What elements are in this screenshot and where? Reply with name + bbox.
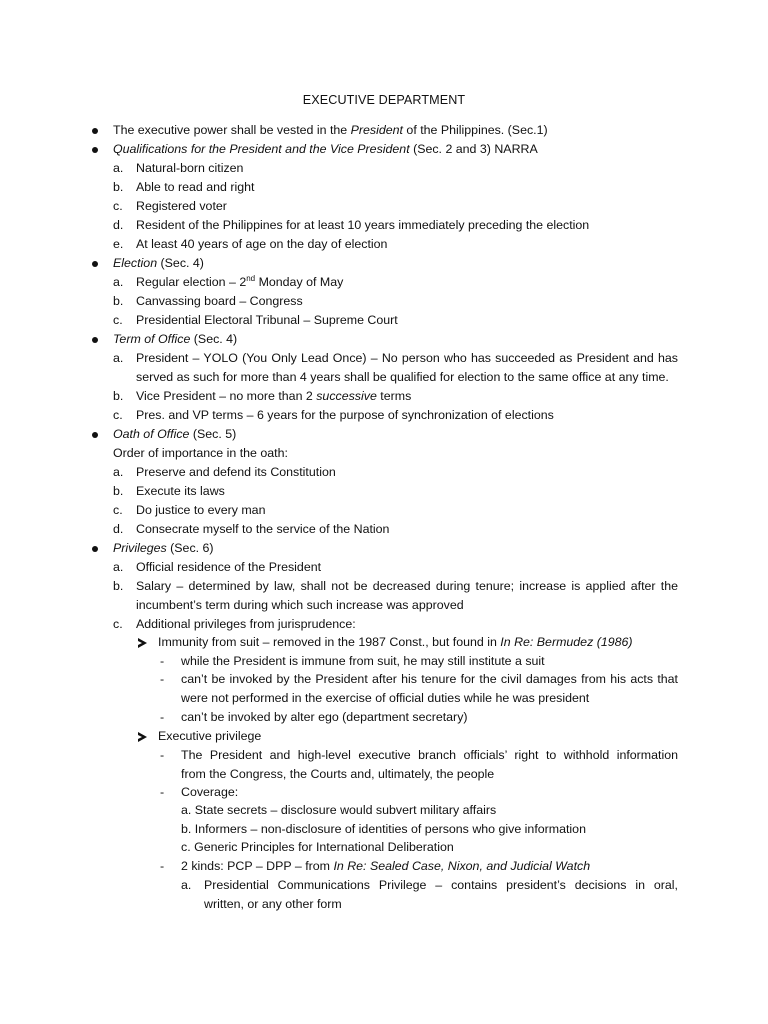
list-marker: c. (113, 313, 123, 327)
emphasis: Election (113, 256, 158, 270)
arrow-bullet-icon (138, 732, 147, 742)
list-marker: a. (113, 351, 124, 365)
text: terms (376, 389, 412, 403)
executive-power-line (113, 122, 548, 138)
sub-list-item: Presidential Communications Privilege – contains president’s decisions in oral, (204, 878, 678, 892)
sub-item: Coverage: (181, 785, 239, 799)
text: Vice President – no more than 2 (136, 389, 317, 403)
sub-item-continuation: were not performed in the exercise of official duties while he was president (181, 691, 590, 705)
list-item (136, 388, 411, 404)
list-marker: a. (113, 161, 124, 175)
qualifications-heading (113, 141, 538, 157)
dash-marker: - (160, 654, 165, 668)
bullet-marker (92, 261, 98, 267)
list-marker: d. (113, 218, 124, 232)
list-marker: a. (113, 560, 124, 574)
text: (Sec. 6) (166, 541, 214, 555)
list-marker: e. (113, 237, 124, 251)
text: The executive power shall be vested in the (113, 123, 351, 137)
list-marker: b. (113, 389, 124, 403)
list-marker: a. (113, 275, 124, 289)
sub-item-continuation: from the Congress, the Courts and, ultimately, the people (181, 767, 495, 781)
dash-marker: - (160, 710, 165, 724)
list-marker: b. (113, 294, 124, 308)
sub-item: while the President is immune from suit, he may still institute a suit (181, 654, 545, 668)
arrow-bullet-icon (138, 638, 147, 648)
list-item: At least 40 years of age on the day of election (136, 237, 388, 251)
emphasis: President (350, 123, 403, 137)
text: 2 kinds: PCP – DPP – from (181, 859, 334, 873)
list-marker: a. (113, 465, 124, 479)
list-marker: b. (113, 579, 124, 593)
bullet-marker (92, 546, 98, 552)
sub-list-item-continuation: written, or any other form (204, 897, 342, 911)
text: Regular election – 2 (136, 275, 247, 289)
list-marker: b. (113, 180, 124, 194)
list-item: Pres. and VP terms – 6 years for the purpose of synchronization of elections (136, 408, 554, 422)
list-marker: d. (113, 522, 124, 536)
text: (Sec. 4) (157, 256, 204, 270)
dash-marker: - (160, 785, 165, 799)
bullet-marker (92, 432, 98, 438)
bullet-marker (92, 128, 98, 134)
text: of the Philippines. (Sec.1) (402, 123, 548, 137)
list-item: Presidential Electoral Tribunal – Supreme Court (136, 313, 398, 327)
emphasis: Term of Office (113, 332, 191, 346)
text: (Sec. 2 and 3) NARRA (409, 142, 538, 156)
bullet-marker (92, 147, 98, 153)
list-marker: a. (181, 878, 192, 892)
dash-marker: - (160, 859, 165, 873)
emphasis: Oath of Office (113, 427, 190, 441)
list-item: Salary – determined by law, shall not be decreased during tenure; increase is applied after the (136, 579, 678, 593)
emphasis: Privileges (113, 541, 167, 555)
superscript: nd (246, 273, 256, 283)
coverage-item: a. State secrets – disclosure would subvert military affairs (181, 803, 497, 817)
bullet-marker (92, 337, 98, 343)
privileges-heading (113, 540, 214, 556)
executive-privilege-item: Executive privilege (158, 729, 262, 743)
list-item: Consecrate myself to the service of the Nation (136, 522, 390, 536)
list-item: Preserve and defend its Constitution (136, 465, 336, 479)
list-marker: c. (113, 503, 123, 517)
emphasis: In Re: Sealed Case, Nixon, and Judicial Watch (333, 859, 591, 873)
term-heading (113, 331, 237, 347)
emphasis: successive (316, 389, 377, 403)
election-heading (113, 255, 204, 271)
list-item: Natural-born citizen (136, 161, 244, 175)
list-item: Official residence of the President (136, 560, 322, 574)
dash-marker: - (160, 672, 165, 686)
text: (Sec. 5) (189, 427, 237, 441)
coverage-item: b. Informers – non-disclosure of identities of persons who give information (181, 822, 586, 836)
list-item: Canvassing board – Congress (136, 294, 303, 308)
list-marker: c. (113, 199, 123, 213)
sub-item: can’t be invoked by alter ego (department secretary) (181, 710, 468, 724)
text: (Sec. 4) (190, 332, 238, 346)
emphasis: In Re: Bermudez (1986) (500, 635, 633, 649)
text: Monday of May (255, 275, 344, 289)
immunity-item (158, 634, 633, 650)
list-item: President – YOLO (You Only Lead Once) – No person who has succeeded as President and has (136, 351, 678, 365)
list-item: Additional privileges from jurisprudence: (136, 617, 356, 631)
list-item: Able to read and right (136, 180, 255, 194)
list-item: Do justice to every man (136, 503, 266, 517)
list-item-continuation: served as such for more than 4 years shall be qualified for election to the same office at any time. (136, 370, 669, 384)
emphasis: Qualifications for the President and the Vice President (113, 142, 410, 156)
list-marker: c. (113, 617, 123, 631)
list-item: Resident of the Philippines for at least 10 years immediately preceding the election (136, 218, 590, 232)
sub-item: can’t be invoked by the President after his tenure for the civil damages from his acts that (181, 672, 678, 686)
text: Immunity from suit – removed in the 1987 Const., but found in (158, 635, 501, 649)
list-item-continuation: incumbent’s term during which such increase was approved (136, 598, 464, 612)
list-item: Registered voter (136, 199, 227, 213)
list-item (136, 274, 343, 290)
page-title: EXECUTIVE DEPARTMENT (302, 93, 466, 107)
oath-heading (113, 426, 236, 442)
sub-item: The President and high-level executive branch officials’ right to withhold information (181, 748, 678, 762)
dash-marker: - (160, 748, 165, 762)
coverage-item: c. Generic Principles for International Deliberation (181, 840, 454, 854)
sub-item (181, 858, 590, 874)
list-item: Execute its laws (136, 484, 225, 498)
oath-intro: Order of importance in the oath: (113, 446, 288, 460)
list-marker: b. (113, 484, 124, 498)
list-marker: c. (113, 408, 123, 422)
